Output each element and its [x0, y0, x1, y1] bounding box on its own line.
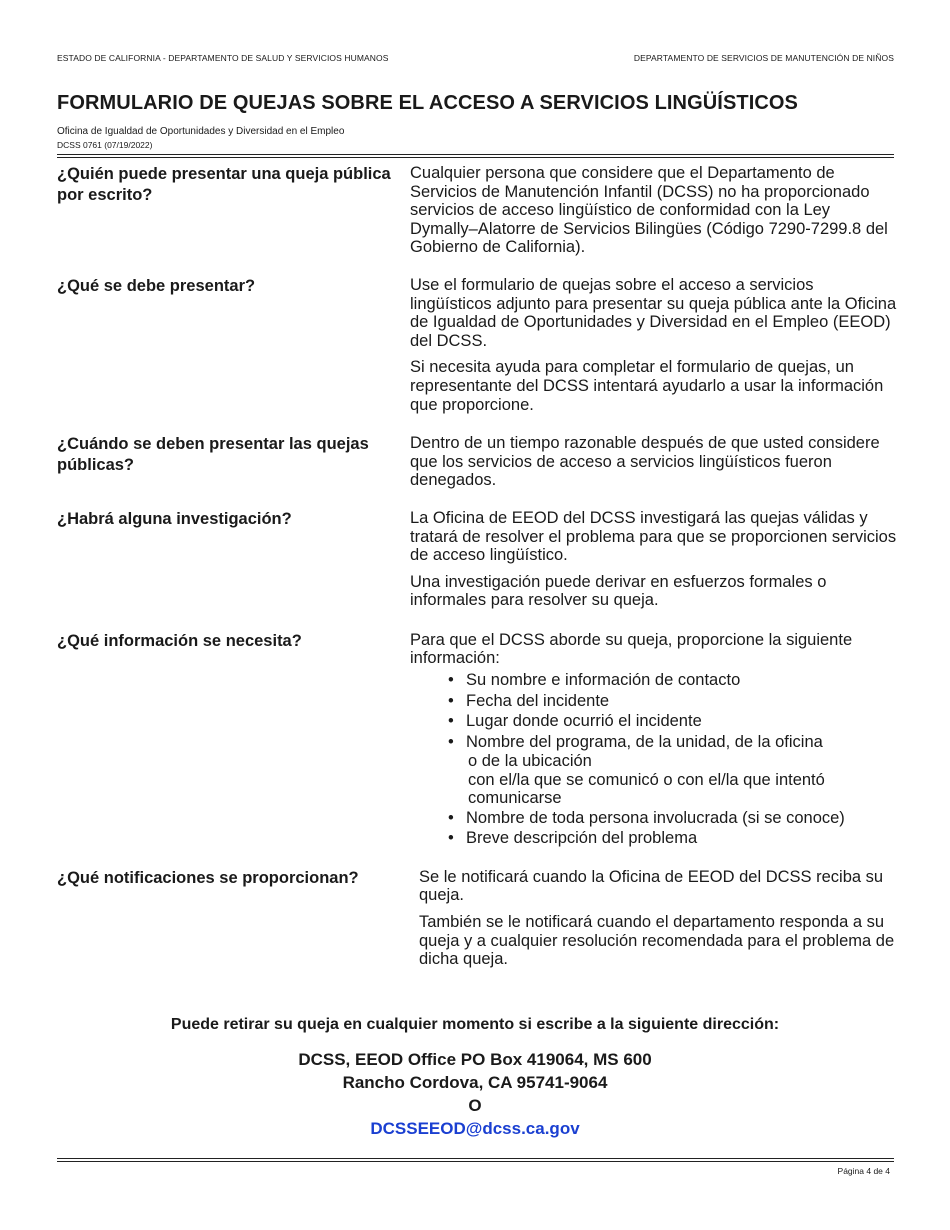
bullet-text: Lugar donde ocurrió el incidente — [466, 712, 702, 731]
faq-question: ¿Quién puede presentar una queja pública por escrito? — [57, 165, 391, 204]
answer-paragraph: También se le notificará cuando el departamento responda a su queja y a cualquier resolución recomendada para el problema de dicha queja. — [419, 913, 895, 969]
bullet-continuation: con el/la que se comunicó o con el/la que intentó comunicarse — [468, 770, 825, 808]
page-title: FORMULARIO DE QUEJAS SOBRE EL ACCESO A SERVICIOS LINGÜÍSTICOS — [57, 92, 799, 114]
faq-question: ¿Qué notificaciones se proporcionan? — [57, 868, 359, 887]
faq-answer — [410, 631, 897, 849]
faq-question: ¿Cuándo se deben presentar las quejas públicas? — [57, 435, 369, 475]
faq-row — [57, 276, 897, 414]
mailing-address-line2: Rancho Cordova, CA 95741-9064 — [342, 1073, 608, 1092]
list-item — [410, 691, 897, 712]
answer-paragraph: La Oficina de EEOD del DCSS investigará las quejas válidas y tratará de resolver el problema para que se proporcionen servicios de acceso lingüístico. — [410, 508, 897, 565]
list-item — [410, 828, 897, 849]
faq-row — [57, 509, 897, 610]
answer-paragraph: Use el formulario de quejas sobre el acceso a servicios lingüísticos adjunto para presentar su queja pública ante la Oficina de Igualdad de Oportunidades y Diversidad en el Empleo (EEOD) del DCSS. — [410, 275, 897, 350]
withdraw-instructions: Puede retirar su queja en cualquier momento si escribe a la siguiente dirección: — [170, 1016, 780, 1033]
header-divider-top — [57, 154, 894, 155]
faq-table — [57, 164, 897, 969]
or-separator: O — [468, 1096, 482, 1115]
answer-paragraph: Si necesita ayuda para completar el formulario de quejas, un representante del DCSS intentará ayudarlo a usar la información que proporcione. — [410, 358, 884, 414]
faq-row — [57, 631, 897, 849]
faq-answer — [410, 434, 897, 490]
footer-divider-bottom — [57, 1161, 894, 1162]
answer-paragraph: Una investigación puede derivar en esfuerzos formales o informales para resolver su queja. — [410, 572, 827, 610]
faq-row — [57, 868, 897, 969]
bullet-text: Nombre de toda persona involucrada (si se conoce) — [466, 808, 845, 827]
office-name: Oficina de Igualdad de Oportunidades y Diversidad en el Empleo — [57, 126, 345, 137]
email-link[interactable]: DCSSEEOD@dcss.ca.gov — [370, 1119, 580, 1138]
list-item — [410, 732, 897, 808]
mailing-address-line1: DCSS, EEOD Office PO Box 419064, MS 600 — [298, 1050, 652, 1069]
answer-paragraph: Cualquier persona que considere que el Departamento de Servicios de Manutención Infantil (DCSS) no ha proporcionado servicios de acceso lingüístico de conformidad con la Ley Dymally–Alatorre de Servicios Bilingües (Código 7290-7299.8 del Gobierno de California). — [410, 164, 888, 257]
faq-answer — [410, 276, 897, 414]
bullet-text: Su nombre e información de contacto — [466, 671, 741, 690]
page-number: Página 4 de 4 — [837, 1166, 890, 1176]
bullet-continuation: o de la ubicación — [468, 752, 592, 771]
list-item — [410, 808, 897, 829]
answer-paragraph: Se le notificará cuando la Oficina de EEOD del DCSS reciba su queja. — [419, 867, 884, 905]
header-state-dept: ESTADO DE CALIFORNIA - DEPARTAMENTO DE SALUD Y SERVICIOS HUMANOS — [57, 53, 389, 63]
answer-paragraph: Para que el DCSS aborde su queja, proporcione la siguiente información: — [410, 630, 853, 668]
faq-question: ¿Qué información se necesita? — [57, 631, 302, 650]
info-bullet-list — [410, 670, 897, 849]
faq-row — [57, 164, 897, 257]
header-divider-bottom — [57, 157, 894, 158]
faq-answer — [410, 509, 897, 610]
list-item — [410, 670, 897, 691]
list-item — [410, 711, 897, 732]
faq-answer — [410, 164, 897, 257]
faq-row — [57, 434, 897, 490]
faq-question: ¿Qué se debe presentar? — [57, 276, 256, 295]
form-number: DCSS 0761 (07/19/2022) — [57, 140, 153, 150]
faq-answer — [419, 868, 897, 969]
bullet-text: Breve descripción del problema — [466, 829, 698, 848]
footer-divider-top — [57, 1158, 894, 1159]
bullet-text: Nombre del programa, de la unidad, de la oficina — [466, 732, 823, 751]
answer-paragraph: Dentro de un tiempo razonable después de que usted considere que los servicios de acceso a servicios lingüísticos fueron denegados. — [410, 434, 880, 490]
bullet-text: Fecha del incidente — [466, 691, 610, 710]
faq-question: ¿Habrá alguna investigación? — [57, 509, 292, 528]
header-child-support-dept: DEPARTAMENTO DE SERVICIOS DE MANUTENCIÓN DE NIÑOS — [633, 53, 894, 63]
